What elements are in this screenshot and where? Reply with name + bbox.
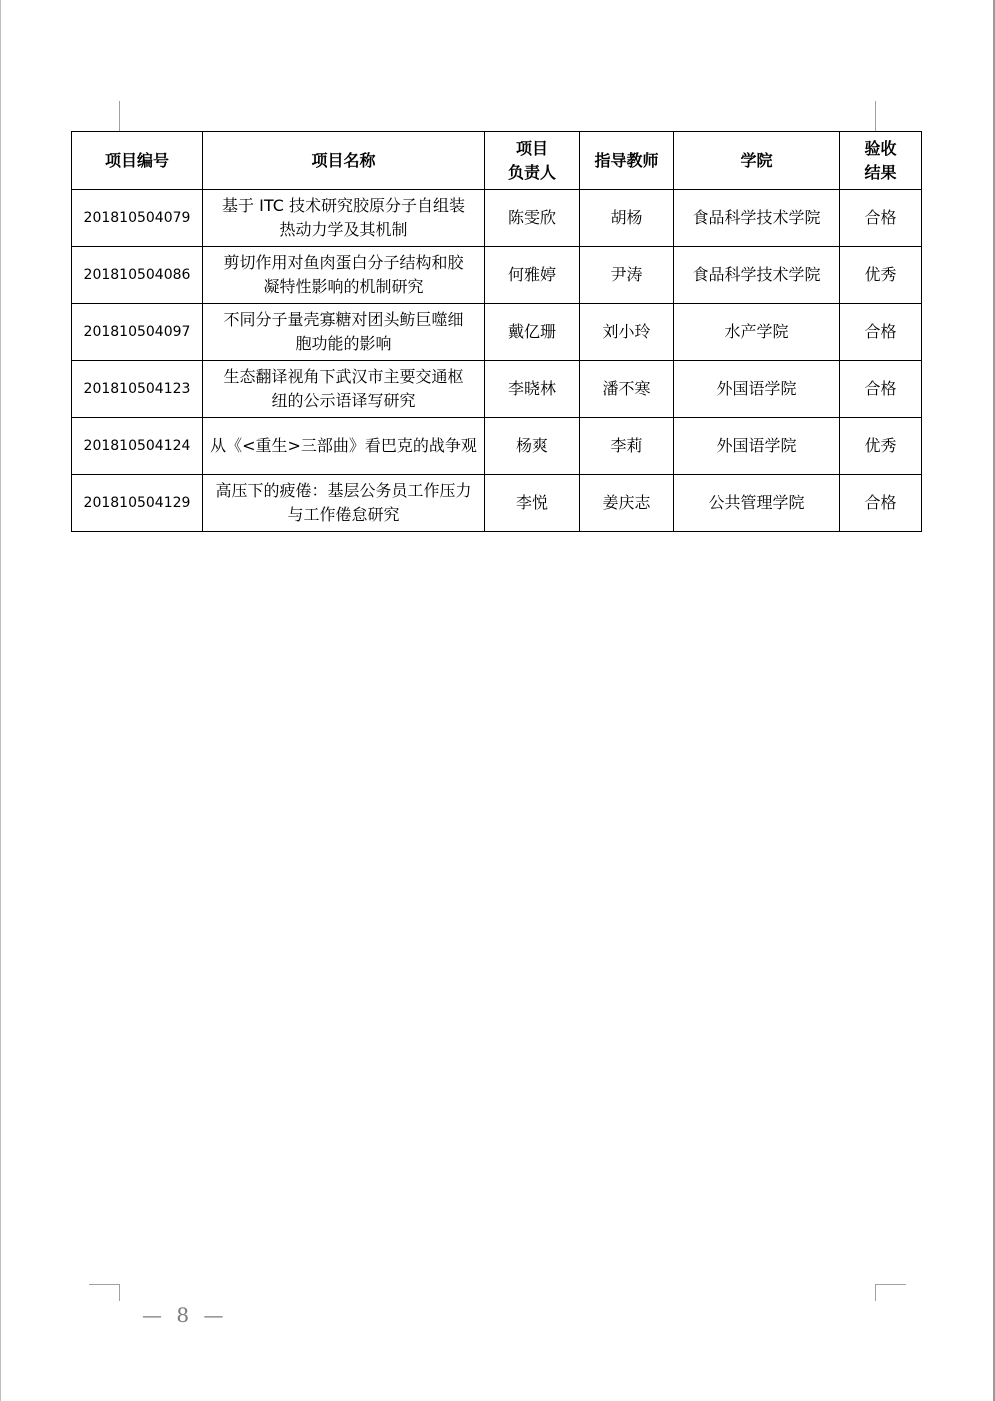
project-name-line: 与工作倦怠研究 (287, 505, 400, 524)
header-label: 负责人 (507, 162, 556, 182)
leader-cell: 李晓林 (485, 361, 580, 418)
result-cell: 合格 (840, 475, 922, 532)
result-cell: 合格 (840, 304, 922, 361)
crop-mark-bottom-left (89, 1284, 120, 1301)
advisor-cell: 胡杨 (580, 190, 674, 247)
project-name-line: 凝特性影响的机制研究 (263, 277, 424, 296)
project-name-cell (203, 304, 485, 361)
project-name-cell (203, 190, 485, 247)
project-name-line: 热动力学及其机制 (279, 220, 408, 239)
project-name-cell (203, 361, 485, 418)
project-name-line: 不同分子量壳寡糖对团头鲂巨噬细 (223, 310, 464, 329)
advisor-cell: 潘不寒 (580, 361, 674, 418)
advisor-cell: 尹涛 (580, 247, 674, 304)
result-cell: 优秀 (840, 247, 922, 304)
page-number: — 8 — (142, 1303, 228, 1327)
header-project-leader (485, 132, 580, 190)
header-result (840, 132, 922, 190)
header-project-name (203, 132, 485, 190)
leader-cell: 杨爽 (485, 418, 580, 475)
project-name-cell (203, 247, 485, 304)
header-label: 学院 (740, 150, 773, 170)
table-row (72, 190, 922, 247)
header-college (674, 132, 840, 190)
project-name-cell (203, 418, 485, 475)
project-name-line: 高压下的疲倦：基层公务员工作压力 (215, 481, 472, 500)
page-edge (0, 0, 1, 1401)
table-row (72, 475, 922, 532)
project-id-cell: 201810504123 (72, 361, 203, 418)
project-id-cell: 201810504129 (72, 475, 203, 532)
result-cell: 合格 (840, 361, 922, 418)
header-label: 项目名称 (311, 150, 376, 170)
project-name-line: 纽的公示语译写研究 (271, 391, 416, 410)
college-cell: 食品科学技术学院 (674, 247, 840, 304)
leader-cell: 何雅婷 (485, 247, 580, 304)
result-cell: 合格 (840, 190, 922, 247)
college-cell: 外国语学院 (674, 418, 840, 475)
leader-cell: 陈雯欣 (485, 190, 580, 247)
project-id-cell: 201810504097 (72, 304, 203, 361)
project-name-line: 生态翻译视角下武汉市主要交通枢 (223, 367, 464, 386)
header-label: 验收 (864, 138, 897, 158)
project-name-cell (203, 475, 485, 532)
project-results-table (71, 131, 922, 532)
header-label: 项目编号 (104, 150, 169, 170)
table-header-row (72, 132, 922, 190)
table-row (72, 418, 922, 475)
header-project-id (72, 132, 203, 190)
advisor-cell: 李莉 (580, 418, 674, 475)
header-advisor (580, 132, 674, 190)
project-name-line: 从《<重生>三部曲》看巴克的战争观 (210, 436, 477, 455)
result-cell: 优秀 (840, 418, 922, 475)
project-name-line: 胞功能的影响 (295, 334, 392, 353)
table-row (72, 247, 922, 304)
header-label: 项目 (515, 138, 548, 158)
advisor-cell: 姜庆志 (580, 475, 674, 532)
table-row (72, 361, 922, 418)
project-id-cell: 201810504124 (72, 418, 203, 475)
header-label: 结果 (864, 162, 897, 182)
leader-cell: 李悦 (485, 475, 580, 532)
crop-mark-top-left (89, 101, 120, 132)
advisor-cell: 刘小玲 (580, 304, 674, 361)
project-name-line: 剪切作用对鱼肉蛋白分子结构和胶 (223, 253, 464, 272)
college-cell: 水产学院 (674, 304, 840, 361)
college-cell: 外国语学院 (674, 361, 840, 418)
table-row (72, 304, 922, 361)
header-label: 指导教师 (594, 150, 659, 170)
project-name-line: 基于 ITC 技术研究胶原分子自组装 (222, 196, 465, 215)
crop-mark-bottom-right (875, 1284, 906, 1301)
leader-cell: 戴亿珊 (485, 304, 580, 361)
college-cell: 食品科学技术学院 (674, 190, 840, 247)
crop-mark-top-right (875, 101, 906, 132)
college-cell: 公共管理学院 (674, 475, 840, 532)
project-id-cell: 201810504086 (72, 247, 203, 304)
project-id-cell: 201810504079 (72, 190, 203, 247)
